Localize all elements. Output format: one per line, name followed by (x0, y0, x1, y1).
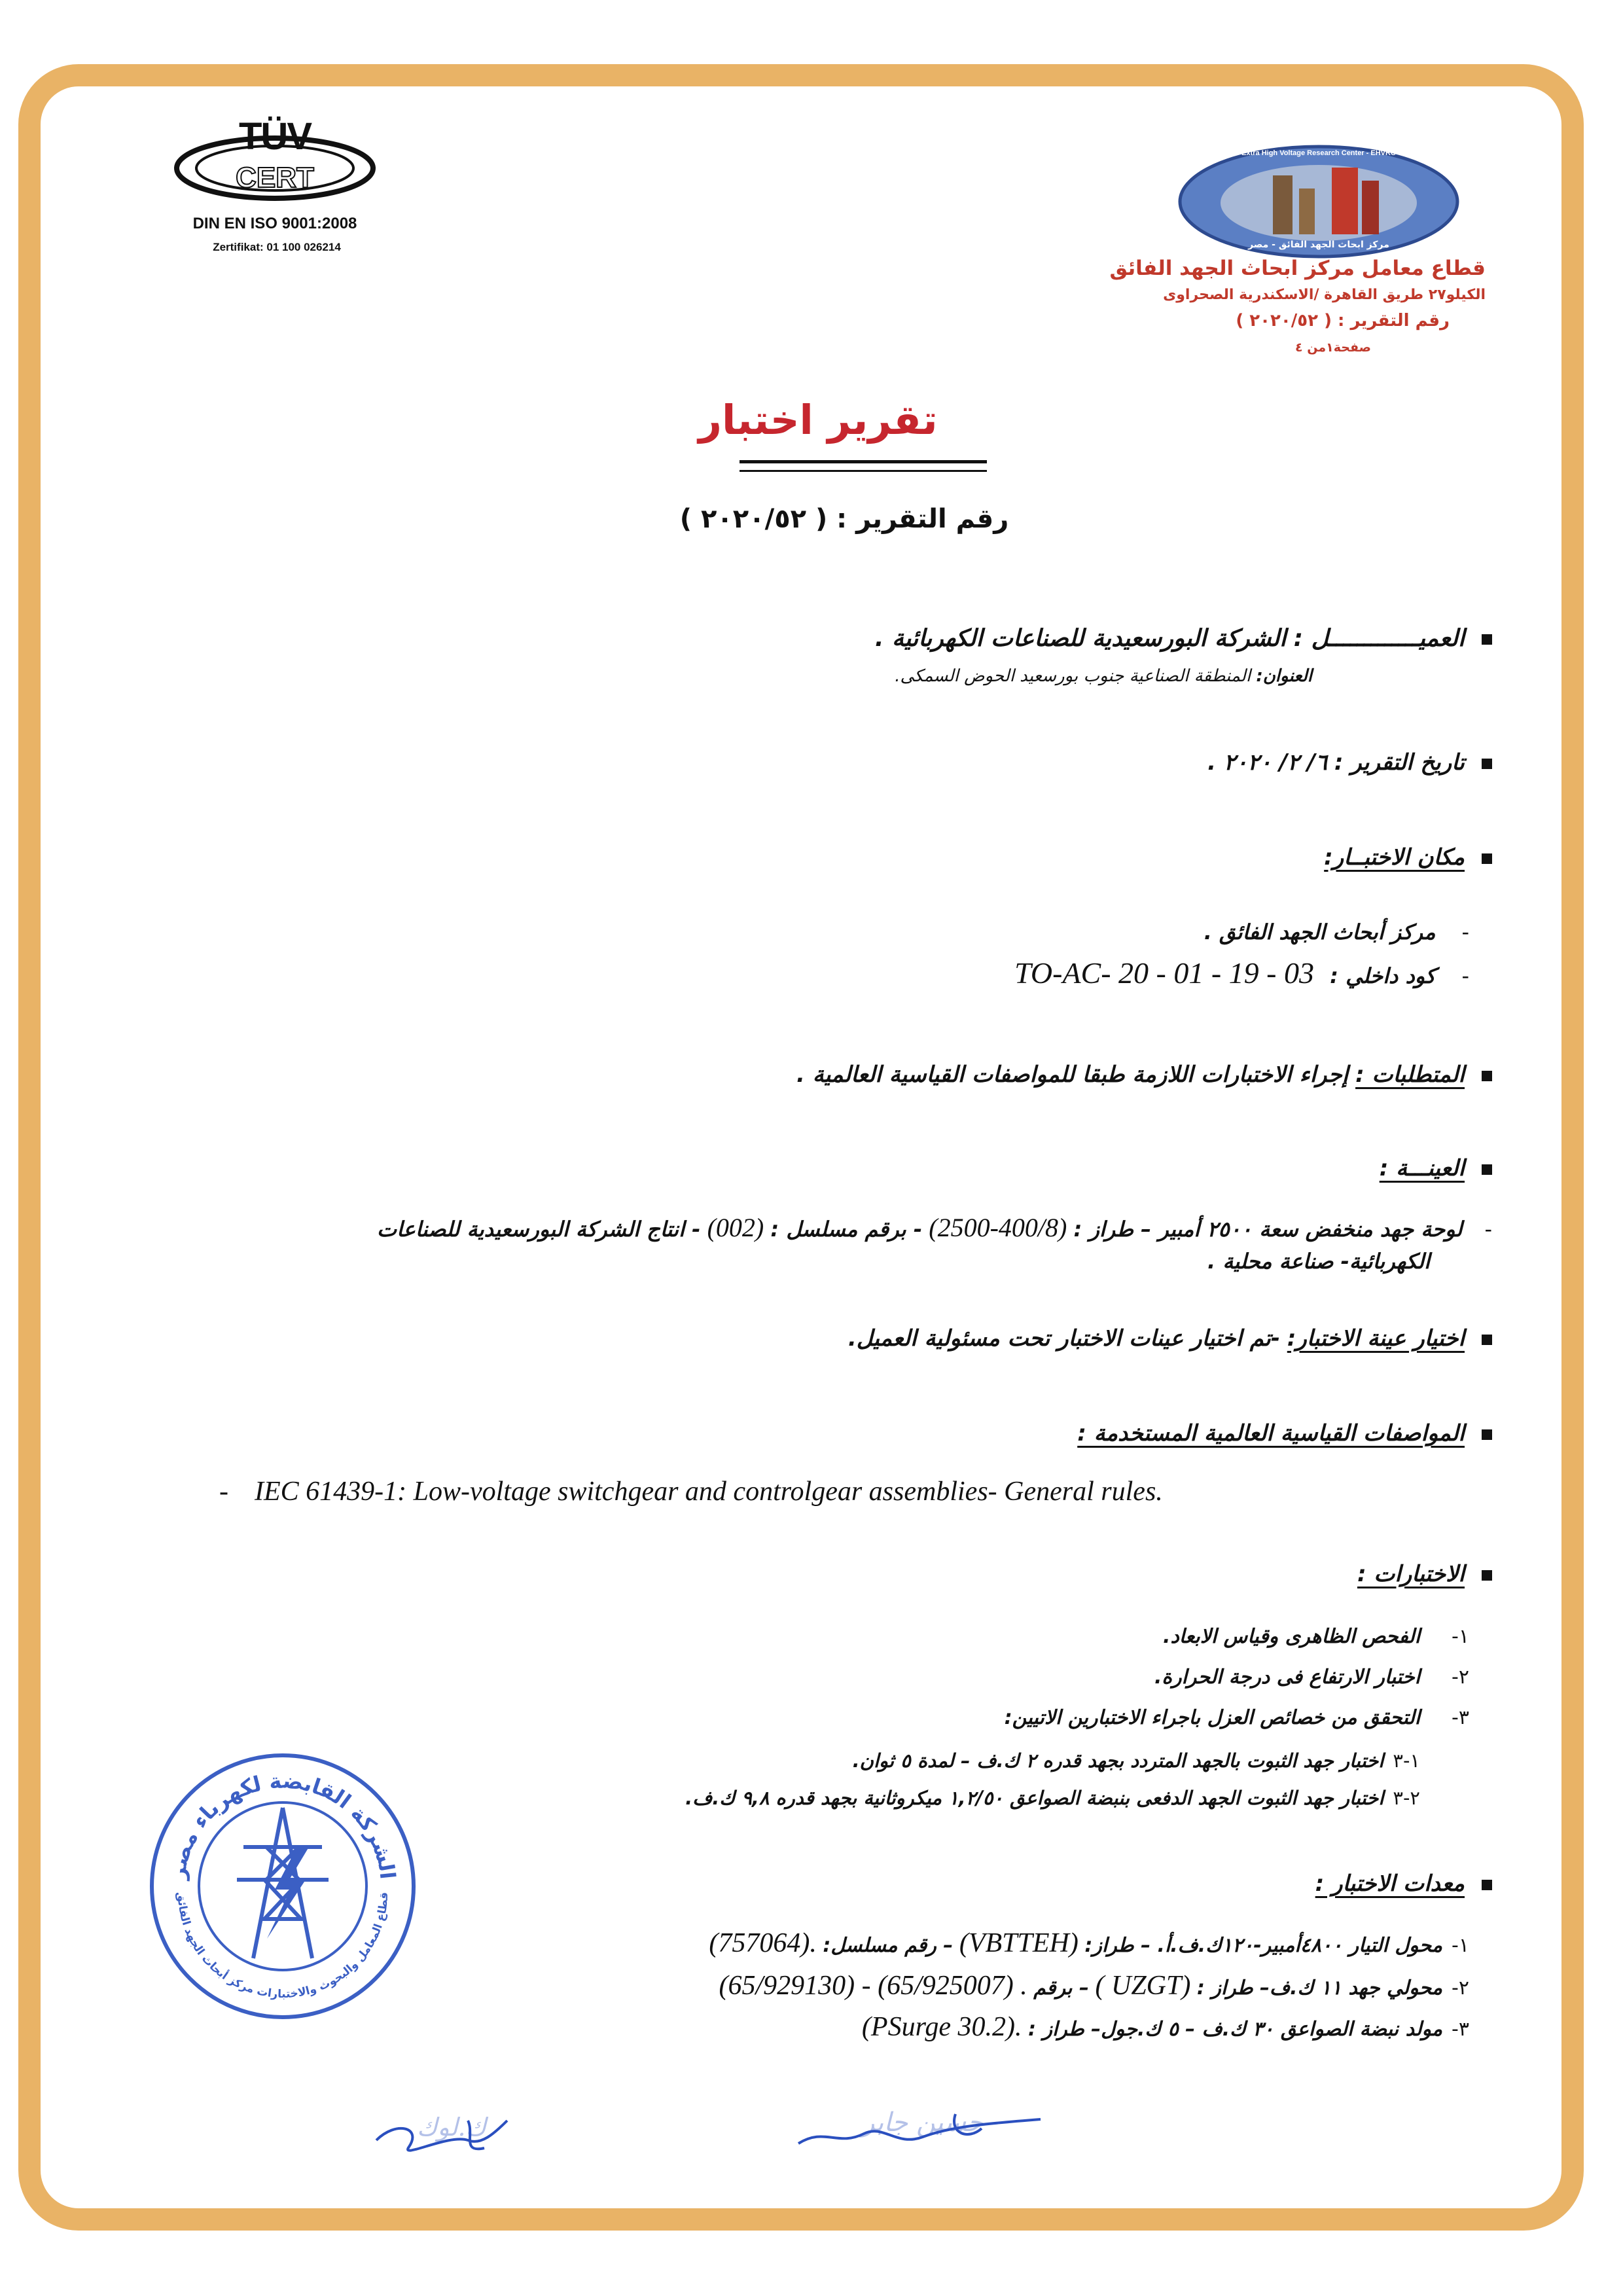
place-item1-text: مركز أبحاث الجهد الفائق . (1204, 920, 1436, 944)
client-row (875, 625, 1492, 652)
standard-iec: IEC 61439-1: Low-voltage switchgear and controlgear assemblies- General rules. (255, 1477, 1163, 1507)
tests-label: الاختبارات : (1357, 1561, 1465, 1587)
equipment-serial: (757064). (709, 1928, 817, 1958)
title-divider-2 (740, 470, 987, 472)
lab-logo-text-ar: مركز ابحاث الجهد الفائق - مصر (1248, 240, 1389, 250)
sample-desc: لوحة جهد منخفض سعة ٢٥٠٠ أمبير – طراز : (1073, 1217, 1463, 1242)
lab-logo (1175, 143, 1463, 260)
stamp-text: الشركة القابضة لكهرباء مصر (165, 1768, 401, 1881)
date-label: تاريخ التقرير : (1334, 749, 1465, 776)
test-subitem (685, 1787, 1420, 1809)
tuv-logo-bottom: CERT (236, 162, 314, 194)
lab-header-line1: قطاع معامل مركز ابحاث الجهد الفائق (1109, 257, 1486, 280)
internal-code-label: كود داخلي : (1330, 963, 1436, 988)
test-num: ١- (1452, 1625, 1469, 1648)
sample-line2 (1207, 1249, 1430, 1274)
sample-serial: (002) (707, 1213, 764, 1242)
tests-row (1357, 1561, 1492, 1587)
test-item (1154, 1666, 1469, 1689)
company-stamp (145, 1749, 420, 2024)
lab-header-line4: صفحة١من ٤ (1295, 340, 1371, 355)
test-item (1005, 1706, 1469, 1729)
standards-row (1077, 1420, 1492, 1446)
bullet-icon (1482, 1164, 1492, 1175)
test-item (1163, 1625, 1469, 1648)
requirements-label: المتطلبات : (1355, 1062, 1465, 1088)
date-row (1207, 749, 1492, 776)
sample-manufacturer: - انتاج الشركة البورسعيدية للصناعات (376, 1217, 701, 1242)
lab-logo-text: Extra High Voltage Research Center - EHVRC (1241, 149, 1396, 157)
test-sub-num: ١-٣ (1393, 1749, 1420, 1772)
equipment-num: ٣- (1452, 2018, 1469, 2041)
selection-row (848, 1325, 1492, 1352)
test-text: الفحص الظاهرى وقياس الابعاد. (1163, 1625, 1421, 1648)
signature-left-text: ك.لوك (417, 2113, 486, 2142)
equipment-item (719, 1970, 1469, 2001)
equipment-text: محول التيار ٤٨٠٠أمبير-١٢٠ك.ف.أ. – طراز: (1084, 1934, 1443, 1957)
equipment-model: (VBTTEH) (959, 1928, 1079, 1958)
equipment-model: ( UZGT) (1095, 1971, 1191, 2001)
report-number: رقم التقرير : ( ٢٠٢٠/٥٢ ) (679, 504, 1009, 534)
client-label: العميـــــــــــــل : (1293, 625, 1465, 652)
requirements-row (796, 1062, 1492, 1088)
stamp-seal-icon (145, 1749, 420, 2024)
signature-left (370, 2094, 527, 2166)
page-title: تقرير اختبار (698, 396, 938, 444)
bullet-icon (1482, 853, 1492, 864)
test-sub-text: اختبار جهد الثبوت بالجهد المتردد بجهد قدره ٢ ك.ف – لمدة ٥ ثوان. (852, 1749, 1384, 1772)
test-sub-num: ٢-٣ (1393, 1787, 1420, 1809)
stamp-subtext: قطاع المعامل والبحوث والاختبارات مركز أبحاث الجهد الفائق (174, 1892, 391, 2001)
signature-right-text: حسين جابر (862, 2108, 984, 2138)
client-value: الشركة البورسعيدية للصناعات الكهربائية . (874, 625, 1287, 652)
sample-model: (2500-400/8) (929, 1213, 1067, 1242)
equipment-item (709, 1928, 1469, 1959)
title-divider (740, 460, 987, 463)
tuv-iso: DIN EN ISO 9001:2008 (192, 215, 357, 232)
equipment-text: محولي جهد ١١ ك.ف– طراز : (1196, 1977, 1443, 2000)
bullet-icon (1482, 1335, 1492, 1345)
sample-row (1380, 1155, 1492, 1181)
client-address-label: العنوان: (1256, 666, 1312, 686)
client-address-row (895, 666, 1312, 686)
tuv-cert-no: Zertifikat: 01 100 026214 (213, 241, 341, 253)
client-address: المنطقة الصناعية جنوب بورسعيد الحوض السمكى. (895, 666, 1251, 686)
place-label: مكان الاختبــار: (1324, 844, 1465, 870)
bullet-icon (1482, 634, 1492, 645)
tuv-logo (167, 115, 389, 213)
test-subitem (853, 1749, 1420, 1772)
selection-label: اختيار عينة الاختبار: (1287, 1325, 1465, 1352)
internal-code: TO-AC- 20 - 01 - 19 - 03 (1014, 956, 1314, 990)
sample-line2-text: الكهربائية- صناعة محلية . (1207, 1249, 1430, 1274)
date-value: ٦/ ٢/ ٢٠٢٠ . (1207, 749, 1328, 776)
equipment-item (862, 2011, 1469, 2043)
bullet-icon (1482, 1429, 1492, 1440)
equipment-model: (PSurge 30.2). (861, 2012, 1022, 2042)
equipment-row (1315, 1871, 1492, 1897)
test-sub-text: اختبار جهد الثبوت الجهد الدفعى بنبضة الصواعق ١,٢/٥٠ ميكروثانية بجهد قدره ٩,٨ ك.ف. (685, 1787, 1384, 1809)
lab-header-line3: رقم التقرير : ( ٢٠٢٠/٥٢ ) (1236, 311, 1450, 331)
equipment-serial: (65/929130) - (65/925007) . (719, 1971, 1027, 2001)
equipment-label: معدات الاختبار : (1315, 1871, 1465, 1897)
test-text: التحقق من خصائص العزل باجراء الاختبارين الاتيين: (1004, 1706, 1421, 1729)
equipment-num: ١- (1452, 1934, 1469, 1957)
lab-header-line2: الكيلو٢٧ طريق القاهرة /الاسكندرية الصحراوى (1163, 287, 1486, 303)
standards-item: - IEC 61439-1: Low-voltage switchgear and controlgear assemblies- General rules. (219, 1477, 1163, 1507)
equipment-text2: – برقم (1033, 1977, 1089, 2000)
place-item1: -مركز أبحاث الجهد الفائق . (1204, 920, 1469, 944)
sample-line1: -لوحة جهد منخفض سعة ٢٥٠٠ أمبير – طراز : (2500-400/8) - برقم مسلسل : (002) - انتاج الشركة البورسعيدية للصناعات (376, 1213, 1492, 1242)
test-num: ٢- (1452, 1666, 1469, 1689)
place-item2: -كود داخلي : TO-AC- 20 - 01 - 19 - 03 (1014, 956, 1469, 990)
test-text: اختبار الارتفاع فى درجة الحرارة. (1154, 1666, 1421, 1689)
place-row (1324, 844, 1492, 870)
tuv-logo-top: TÜV (239, 115, 311, 158)
bullet-icon (1482, 759, 1492, 769)
bullet-icon (1482, 1570, 1492, 1581)
sample-serial-label: - برقم مسلسل : (770, 1217, 923, 1242)
requirements-value: إجراء الاختبارات اللازمة طبقا للمواصفات القياسية العالمية . (796, 1062, 1349, 1088)
equipment-num: ٢- (1452, 1977, 1469, 2000)
equipment-text: مولد نبضة الصواعق ٣٠ ك.ف – ٥ ك.جول– طراز : (1028, 2018, 1443, 2041)
test-num: ٣- (1452, 1706, 1469, 1729)
standards-label: المواصفات القياسية العالمية المستخدمة : (1077, 1420, 1465, 1446)
signature-right (785, 2088, 1060, 2166)
sample-label: العينـــة : (1379, 1155, 1465, 1181)
equipment-text2: – رقم مسلسل: (823, 1934, 954, 1957)
bullet-icon (1482, 1071, 1492, 1081)
selection-value: -تم اختيار عينات الاختبار تحت مسئولية العميل. (847, 1325, 1280, 1352)
bullet-icon (1482, 1880, 1492, 1890)
